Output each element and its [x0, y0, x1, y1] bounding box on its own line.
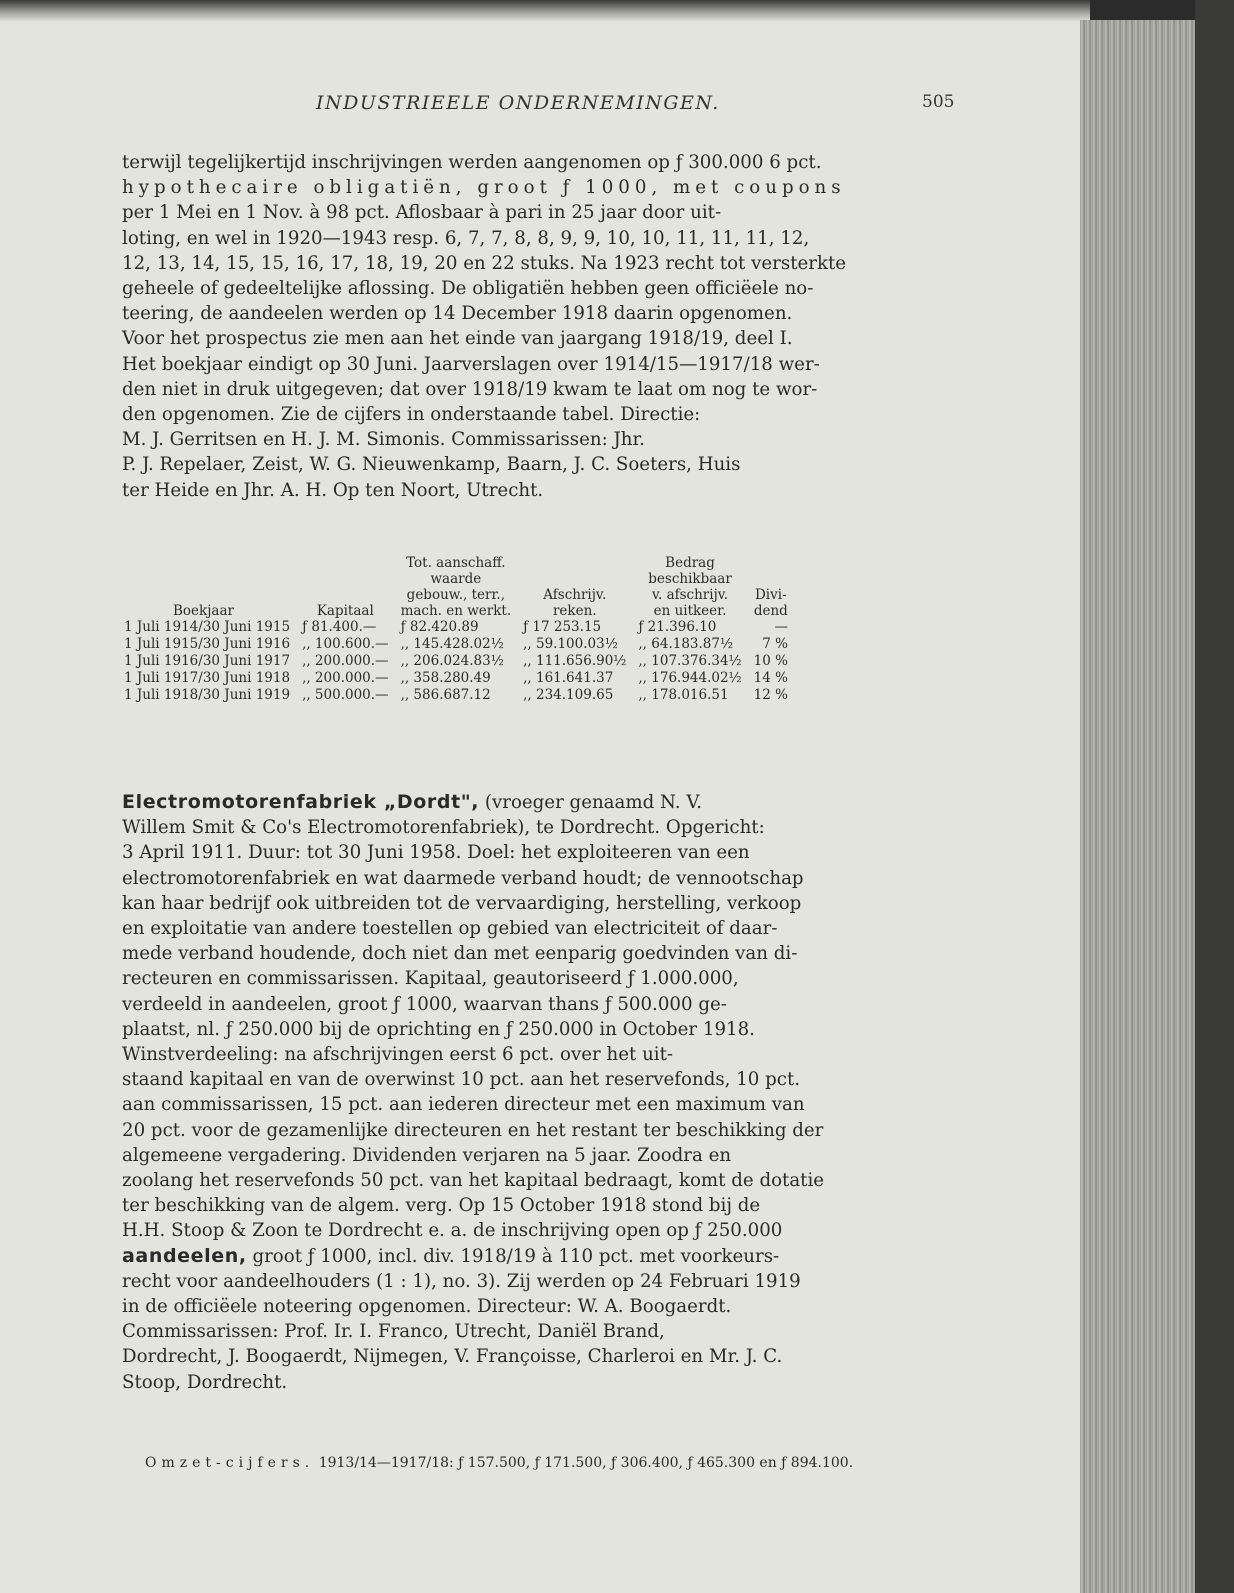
text-line: den niet in druk uitgegeven; dat over 1918/19 kwam te laat om nog te wor-: [122, 378, 818, 400]
table-header-row: [118, 555, 794, 619]
cell-kapitaal: ,, 200.000.—: [302, 653, 389, 669]
paragraph-obligaties: [122, 150, 962, 503]
cell-boekjaar: 1 Juli 1917/30 Juni 1918: [124, 670, 291, 686]
col-header-afschrijving: Afschrijv. reken.: [543, 587, 607, 619]
omzet-values: 1913/14—1917/18: ƒ 157.500, ƒ 171.500, ƒ 306.400, ƒ 465.300 en ƒ 894.100.: [318, 1455, 854, 1471]
text-line: kan haar bedrijf ook uitbreiden tot de vervaardiging, herstelling, verkoop: [122, 892, 802, 914]
text-line: Het boekjaar eindigt op 30 Juni. Jaarverslagen over 1914/15—1917/18 wer-: [122, 353, 820, 375]
cell-afschrijving: ,, 234.109.65: [523, 687, 614, 703]
text-line: Dordrecht, J. Boogaerdt, Nijmegen, V. Françoisse, Charleroi en Mr. J. C.: [122, 1346, 783, 1368]
text-line: P. J. Repelaer, Zeist, W. G. Nieuwenkamp, Baarn, J. C. Soeters, Huis: [122, 454, 741, 476]
cell-bedrag: ,, 107.376.34½: [638, 653, 742, 669]
text-line: geheele of gedeeltelijke aflossing. De obligatiën hebben geen officiëele no-: [122, 278, 814, 300]
cell-aanschaff: ,, 145.428.02½: [400, 636, 504, 652]
text-line: Winstverdeeling: na afschrijvingen eerst 6 pct. over het uit-: [122, 1044, 674, 1066]
col-header-aanschaff: Tot. aanschaff. waarde gebouw., terr., mach. en werkt.: [400, 555, 512, 619]
table-row: [118, 653, 794, 670]
cell-boekjaar: 1 Juli 1914/30 Juni 1915: [124, 619, 291, 635]
cell-aanschaff: ,, 358.280.49: [400, 670, 491, 686]
cell-bedrag: ƒ 21.396.10: [638, 619, 717, 635]
table-row: [118, 636, 794, 653]
text-line: H.H. Stoop & Zoon te Dordrecht e. a. de inschrijving open op ƒ 250.000: [122, 1220, 783, 1242]
cell-aanschaff: ,, 206.024.83½: [400, 653, 504, 669]
text-line: algemeene vergadering. Dividenden verjaren na 5 jaar. Zoodra en: [122, 1144, 732, 1166]
aandeelen-heading: aandeelen,: [122, 1244, 247, 1267]
cell-dividend: —: [774, 619, 788, 635]
col-header-kapitaal: Kapitaal: [316, 603, 374, 619]
text-line: aan commissarissen, 15 pct. aan iederen directeur met een maximum van: [122, 1094, 805, 1116]
omzet-line: [145, 1455, 853, 1471]
cell-afschrijving: ,, 161.641.37: [523, 670, 614, 686]
text-line: mede verband houdende, doch niet dan met eenparig goedvinden van di-: [122, 943, 798, 965]
text-line: en exploitatie van andere toestellen op gebied van electriciteit of daar-: [122, 918, 778, 940]
text-line: 12, 13, 14, 15, 15, 16, 17, 18, 19, 20 en 22 stuks. Na 1923 recht tot versterkte: [122, 252, 847, 274]
cell-boekjaar: 1 Juli 1918/30 Juni 1919: [124, 687, 291, 703]
text-line: terwijl tegelijkertijd inschrijvingen werden aangenomen op ƒ 300.000 6 pct.: [122, 152, 822, 173]
table-row: [118, 687, 794, 704]
cell-kapitaal: ,, 200.000.—: [302, 670, 389, 686]
text-line: verdeeld in aandeelen, groot ƒ 1000, waarvan thans ƒ 500.000 ge-: [122, 993, 727, 1015]
running-header: INDUSTRIEELE ONDERNEMINGEN.: [316, 92, 720, 114]
text-line: plaatst, nl. ƒ 250.000 bij de oprichting en ƒ 250.000 in October 1918.: [122, 1018, 755, 1040]
text-line: Commissarissen: Prof. Ir. I. Franco, Utrecht, Daniël Brand,: [122, 1321, 665, 1343]
cell-dividend: 12 %: [753, 687, 788, 703]
text-line: Willem Smit & Co's Electromotorenfabriek), te Dordrecht. Opgericht:: [122, 817, 765, 839]
cell-afschrijving: ,, 111.656.90½: [523, 653, 627, 669]
cell-boekjaar: 1 Juli 1916/30 Juni 1917: [124, 653, 291, 669]
omzet-label: Omzet-cijfers.: [145, 1455, 315, 1471]
scan-border: [1195, 0, 1234, 1593]
text-line: loting, en wel in 1920—1943 resp. 6, 7, 7, 8, 8, 9, 9, 10, 10, 11, 11, 11, 12,: [122, 227, 810, 249]
text-line: aandeelen, groot ƒ 1000, incl. div. 1918/19 à 110 pct. met voorkeurs-: [122, 1244, 780, 1267]
text-line: zoolang het reservefonds 50 pct. van het kapitaal bedraagt, komt de dotatie: [122, 1170, 825, 1192]
text-line: hypothecaire obligatiën, groot ƒ 1000, met coupons: [122, 177, 846, 199]
text-line: ter Heide en Jhr. A. H. Op ten Noort, Utrecht.: [122, 479, 544, 501]
col-header-dividend: Divi- dend: [753, 587, 788, 619]
text-line: recht voor aandeelhouders (1 : 1), no. 3). Zij werden op 24 Februari 1919: [122, 1270, 801, 1292]
cell-kapitaal: ,, 100.600.—: [302, 636, 389, 652]
cell-dividend: 10 %: [753, 653, 788, 669]
text-line: den opgenomen. Zie de cijfers in onderstaande tabel. Directie:: [122, 404, 701, 426]
cell-aanschaff: ƒ 82.420.89: [400, 619, 479, 635]
cell-aanschaff: ,, 586.687.12: [400, 687, 491, 703]
text-line: 3 April 1911. Duur: tot 30 Juni 1958. Doel: het exploiteeren van een: [122, 842, 750, 864]
paragraph-electromotorenfabriek: [122, 790, 962, 1395]
text-line: Electromotorenfabriek „Dordt", (vroeger genaamd N. V.: [122, 791, 703, 813]
text-line: ter beschikking van de algem. verg. Op 15 October 1918 stond bij de: [122, 1195, 761, 1217]
text-line: staand kapitaal en van de overwinst 10 pct. aan het reservefonds, 10 pct.: [122, 1069, 801, 1091]
text-line: Stoop, Dordrecht.: [122, 1371, 288, 1393]
text-line: in de officiëele noteering opgenomen. Directeur: W. A. Boogaerdt.: [122, 1296, 732, 1318]
page-top-shadow: [0, 0, 1090, 22]
company-name: Electromotorenfabriek „Dordt",: [122, 791, 480, 813]
text-line: per 1 Mei en 1 Nov. à 98 pct. Aflosbaar à pari in 25 jaar door uit-: [122, 202, 722, 224]
page-number: 505: [922, 92, 955, 112]
table-row: [118, 670, 794, 687]
table-row: [118, 619, 794, 636]
col-header-bedrag: Bedrag beschikbaar v. afschrijv. en uitkeer.: [648, 555, 732, 619]
text-line: 20 pct. voor de gezamenlijke directeuren en het restant ter beschikking der: [122, 1119, 824, 1141]
text-line: electromotorenfabriek en wat daarmede verband houdt; de vennootschap: [122, 867, 804, 889]
text-line: Voor het prospectus zie men aan het einde van jaargang 1918/19, deel I.: [122, 328, 793, 350]
financial-table: [118, 555, 794, 704]
text-line: recteuren en commissarissen. Kapitaal, geautoriseerd ƒ 1.000.000,: [122, 968, 739, 990]
cell-dividend: 14 %: [753, 670, 788, 686]
cell-boekjaar: 1 Juli 1915/30 Juni 1916: [124, 636, 291, 652]
col-header-boekjaar: Boekjaar: [173, 603, 234, 619]
text-line: teering, de aandeelen werden op 14 December 1918 daarin opgenomen.: [122, 303, 793, 325]
cell-dividend: 7 %: [762, 636, 788, 652]
cell-bedrag: ,, 178.016.51: [638, 687, 729, 703]
cell-bedrag: ,, 176.944.02½: [638, 670, 742, 686]
text-line: M. J. Gerritsen en H. J. M. Simonis. Commissarissen: Jhr.: [122, 429, 645, 451]
cell-kapitaal: ,, 500.000.—: [302, 687, 389, 703]
cell-afschrijving: ,, 59.100.03½: [523, 636, 618, 652]
cell-bedrag: ,, 64.183.87½: [638, 636, 734, 652]
cell-afschrijving: ƒ 17 253.15: [523, 619, 602, 635]
cell-kapitaal: ƒ 81.400.—: [302, 619, 377, 635]
